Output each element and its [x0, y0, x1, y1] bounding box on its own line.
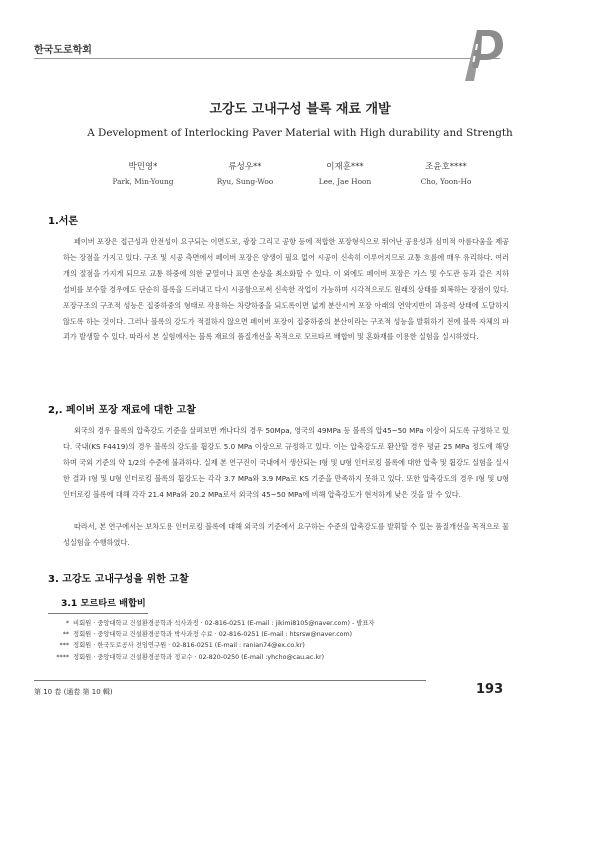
- author-name-korean: 이재훈***: [326, 162, 364, 172]
- journal-name: 한국도로학회: [34, 45, 92, 56]
- footnote-mark: ****: [56, 653, 69, 661]
- paragraph: 페이버 포장은 접근성과 안전성이 요구되는 이면도로, 광장 그리고 공항 등에 적합한 포장형식으로 뛰어난 공용성과 심미적 아름다움을 제공하는 장점을 가지고 있다. 구조 및 시공 측면에서 페이버 포장은 양생이 필요 없어 시공이 신속히 이루어지므로 교통 흐름에 매우 유리하다. 여러 개의 절점을 가지게 되므로 교통 하중에 의한 균열이나 표면 손상을 최소화할 수 있다. 이 외에도 페이버 포장은 가스 및 수도관 등과 같은 지하 설비를 보수할 경우에도 단순히 블록을 드러내고 다시 시공함으로써 신속한 작업이 가능하며 시각적으로도 원래의 상태를 회복하는 장점이 있다. 포장구조의 구조적 성능은 집중하중의 형태로 작용하는 차량하중을 되도록이면 넓게 분산시켜 포장 아래의 연약지반이 과응력 상태에 도달하지 않도록 하는 것이다. 그러나 블록의 강도가 적절하지 않으면 페이버 포장이 집중하중의 분산이라는 구조적 성능을 발휘하기 전에 블록 자체의 파괴가 발생할 수 있다. 따라서 본 실험에서는 블록 재료의 품질개선을 목적으로 모르타르 배합비 및 혼화재를 이용한 실험을 실시하였다.: [63, 237, 509, 342]
- footnote: [48, 618, 508, 629]
- footnote: [48, 640, 508, 651]
- paper-title-korean: 고강도 고내구성 블록 재료 개발: [209, 102, 391, 117]
- author: [290, 161, 400, 187]
- header-divider: [34, 58, 500, 59]
- footnote-mark: ***: [59, 642, 69, 650]
- footnote-text: 정회원 · 한국도로공사 전임연구원 · 02-816-0251 (E-mail : ranian74@ex.co.kr): [73, 642, 305, 650]
- author-name-korean: 박민영*: [128, 162, 158, 172]
- footer-divider: [34, 680, 426, 681]
- section-heading-introduction: 1.서론: [48, 216, 79, 227]
- page-number: 193: [476, 682, 504, 697]
- volume-info: 第 10 卷 (通卷 第 10 輯): [34, 688, 113, 696]
- footnote-divider: [48, 613, 148, 614]
- author-name-english: Cho, Yoon-Ho: [420, 177, 472, 186]
- subsection-heading-mortar-mix: 3.1 모르타르 배합비: [61, 598, 146, 609]
- author-list: [88, 161, 508, 191]
- author-name-english: Ryu, Sung-Woo: [216, 177, 274, 186]
- footnote-mark: *: [65, 620, 69, 627]
- author: [190, 161, 300, 187]
- paper-title-english: A Development of Interlocking Paver Material with High durability and Strength: [87, 127, 513, 139]
- footnote-text: 비회원 · 중앙대학교 건설환경공학과 석사과정 · 02-816-0251 (E-mail : jikimi8105@naver.com) - 발표자: [73, 620, 375, 627]
- author-name-english: Park, Min-Young: [112, 177, 174, 186]
- author-name-korean: 류성우**: [228, 162, 262, 172]
- section-heading-high-strength: 3. 고강도 고내구성을 위한 고찰: [48, 574, 189, 585]
- road-journal-logo-icon: [462, 24, 504, 84]
- paragraph: 외국의 경우 블록의 압축강도 기준을 살펴보면 캐나다의 경우 50Mpa, 영국의 49MPa 등 블록의 압45~50 MPa 이상이 되도록 규정하고 있다. 국내(KS F4419)의 경우 블록의 강도를 휨강도 5.0 MPa 이상으로 규정하고 있다. 이는 압축강도로 환산할 경우 평균 25 MPa 정도에 해당하며 국외 기준의 약 1/2의 수준에 불과하다. 실제 본 연구진이 국내에서 생산되는 I형 및 U형 인터로킹 블록에 대한 압축 및 휨강도 실험을 실시한 결과 I형 및 U형 인터로킹 블록의 휨강도는 각각 3.7 MPa와 3.9 MPa로 KS 기준을 만족하지 못하고 있다. 또한 압축강도의 경우 I형 및 U형 인터로킹 블록에 대해 각각 21.4 MPa와 20.2 MPa로서 외국의 45~50 MPa에 비해 압축강도가 현저하게 낮은 것을 알 수 있다.: [63, 426, 509, 499]
- footnote-text: 정회원 · 중앙대학교 건설환경공학과 정교수 · 02-820-0250 (E-mail :yhcho@cau.ac.kr): [73, 653, 325, 661]
- footnote-text: 정회원 · 중앙대학교 건설환경공학과 박사과정 수료 · 02-816-0251 (E-mail : htsrsw@naver.com): [73, 631, 353, 639]
- footnote-mark: **: [62, 631, 69, 639]
- footnotes: [48, 618, 508, 663]
- author: [391, 161, 501, 187]
- author: [88, 161, 198, 187]
- paragraph: 따라서, 본 연구에서는 보차도용 인터로킹 블록에 대해 외국의 기준에서 요구하는 수준의 압축강도를 발휘할 수 있는 품질개선을 목적으로 물성실험을 수행하였다.: [63, 522, 509, 547]
- footnote: [48, 629, 508, 640]
- footnote: [48, 652, 508, 663]
- author-name-english: Lee, Jae Hoon: [318, 177, 372, 186]
- author-name-korean: 조윤호****: [425, 162, 467, 172]
- section-heading-paver-materials: 2,. 페이버 포장 재료에 대한 고찰: [48, 405, 196, 416]
